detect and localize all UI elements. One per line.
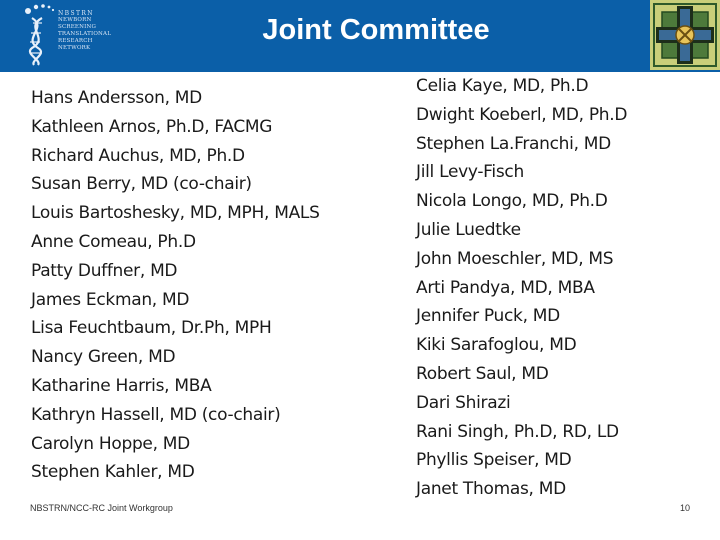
member-name: Kathleen Arnos, Ph.D, FACMG <box>31 116 273 137</box>
logo-line: NETWORK <box>58 45 91 51</box>
member-name: Lisa Feuchtbaum, Dr.Ph, MPH <box>31 318 272 339</box>
member-name: Dari Shirazi <box>416 392 511 413</box>
member-name: Richard Auchus, MD, Ph.D <box>31 145 245 166</box>
logo-line: TRANSLATIONAL <box>58 31 112 37</box>
header-bar <box>0 0 720 72</box>
member-name: Jennifer Puck, MD <box>416 306 560 327</box>
member-name: Louis Bartoshesky, MD, MPH, MALS <box>31 203 320 224</box>
member-name: Rani Singh, Ph.D, RD, LD <box>416 421 619 442</box>
page-title: Joint Committee <box>262 14 490 46</box>
member-name: John Moeschler, MD, MS <box>416 248 614 269</box>
member-name: Kiki Sarafoglou, MD <box>416 335 577 356</box>
logo-line: NEWBORN <box>58 17 92 23</box>
logo-line: NBSTRN <box>58 10 94 17</box>
member-name: Hans Andersson, MD <box>31 88 202 108</box>
member-name: Nancy Green, MD <box>31 347 176 368</box>
member-name: Patty Duffner, MD <box>31 260 178 281</box>
member-name: Janet Thomas, MD <box>416 479 566 500</box>
members-left-column <box>31 84 320 487</box>
members-right-column <box>416 72 627 504</box>
member-name: Stephen La.Franchi, MD <box>416 133 611 154</box>
member-name: James Eckman, MD <box>31 289 190 310</box>
logo-line: SCREENING <box>58 24 97 30</box>
logo-line: RESEARCH <box>58 38 93 44</box>
member-name: Susan Berry, MD (co-chair) <box>31 174 252 195</box>
cross-emblem-icon <box>650 0 720 70</box>
member-name: Robert Saul, MD <box>416 363 549 384</box>
member-name: Kathryn Hassell, MD (co-chair) <box>31 404 281 425</box>
footer-label: NBSTRN/NCC-RC Joint Workgroup <box>30 503 173 513</box>
member-name: Katharine Harris, MBA <box>31 375 212 396</box>
member-name: Stephen Kahler, MD <box>31 462 195 483</box>
member-name: Carolyn Hoppe, MD <box>31 433 190 454</box>
member-name: Jill Levy-Fisch <box>416 162 524 183</box>
page-number: 10 <box>679 503 690 513</box>
member-name: Julie Luedtke <box>416 219 521 240</box>
member-name: Arti Pandya, MD, MBA <box>416 277 595 298</box>
member-name: Nicola Longo, MD, Ph.D <box>416 191 608 212</box>
member-name: Phyllis Speiser, MD <box>416 450 572 471</box>
member-name: Anne Comeau, Ph.D <box>31 231 196 252</box>
member-name: Celia Kaye, MD, Ph.D <box>416 76 589 96</box>
member-name: Dwight Koeberl, MD, Ph.D <box>416 104 628 125</box>
